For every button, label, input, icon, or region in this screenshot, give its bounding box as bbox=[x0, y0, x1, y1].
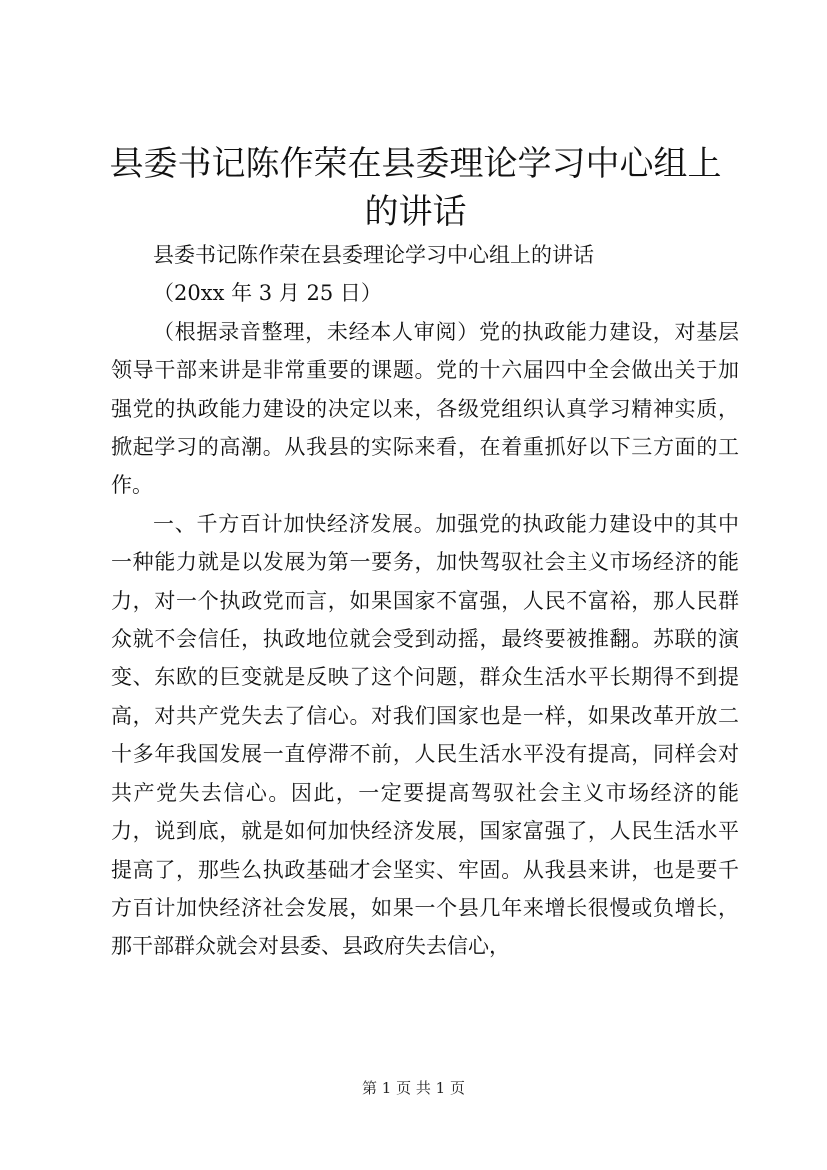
date-paragraph: （20xx 年 3 月 25 日） bbox=[153, 281, 382, 306]
page-number-footer: 第 1 页 共 1 页 bbox=[362, 1079, 465, 1097]
body-paragraph-intro: （根据录音整理，未经本人审阅）党的执政能力建设，对基层领导干部来讲是非常重要的课题。党的十六届四中全会做出关于加强党的执政能力建设的决定以来，各级党组织认真学习精神实质，掀起学习的高潮。从我县的实际来看，在着重抓好以下三方面的工作。 bbox=[111, 319, 739, 498]
body-paragraph-section-one: 一、千方百计加快经济发展。加强党的执政能力建设中的其中一种能力就是以发展为第一要务，加快驾驭社会主义市场经济的能力，对一个执政党而言，如果国家不富强，人民不富裕，那人民群众就不会信任，执政地位就会受到动摇，最终要被推翻。苏联的演变、东欧的巨变就是反映了这个问题，群众生活水平长期得不到提高，对共产党失去了信心。对我们国家也是一样，如果改革开放二十多年我国发展一直停滞不前，人民生活水平没有提高，同样会对共产党失去信心。因此，一定要提高驾驭社会主义市场经济的能力，说到底，就是如何加快经济发展，国家富强了，人民生活水平提高了，那些么执政基础才会坚实、牢固。从我县来讲，也是要千方百计加快经济社会发展，如果一个县几年来增长很慢或负增长，那干部群众就会对县委、县政府失去信心， bbox=[111, 511, 739, 959]
subtitle-paragraph: 县委书记陈作荣在县委理论学习中心组上的讲话 bbox=[153, 243, 594, 267]
document-body bbox=[111, 236, 739, 966]
document-title: 县委书记陈作荣在县委理论学习中心组上的讲话 bbox=[109, 144, 722, 232]
